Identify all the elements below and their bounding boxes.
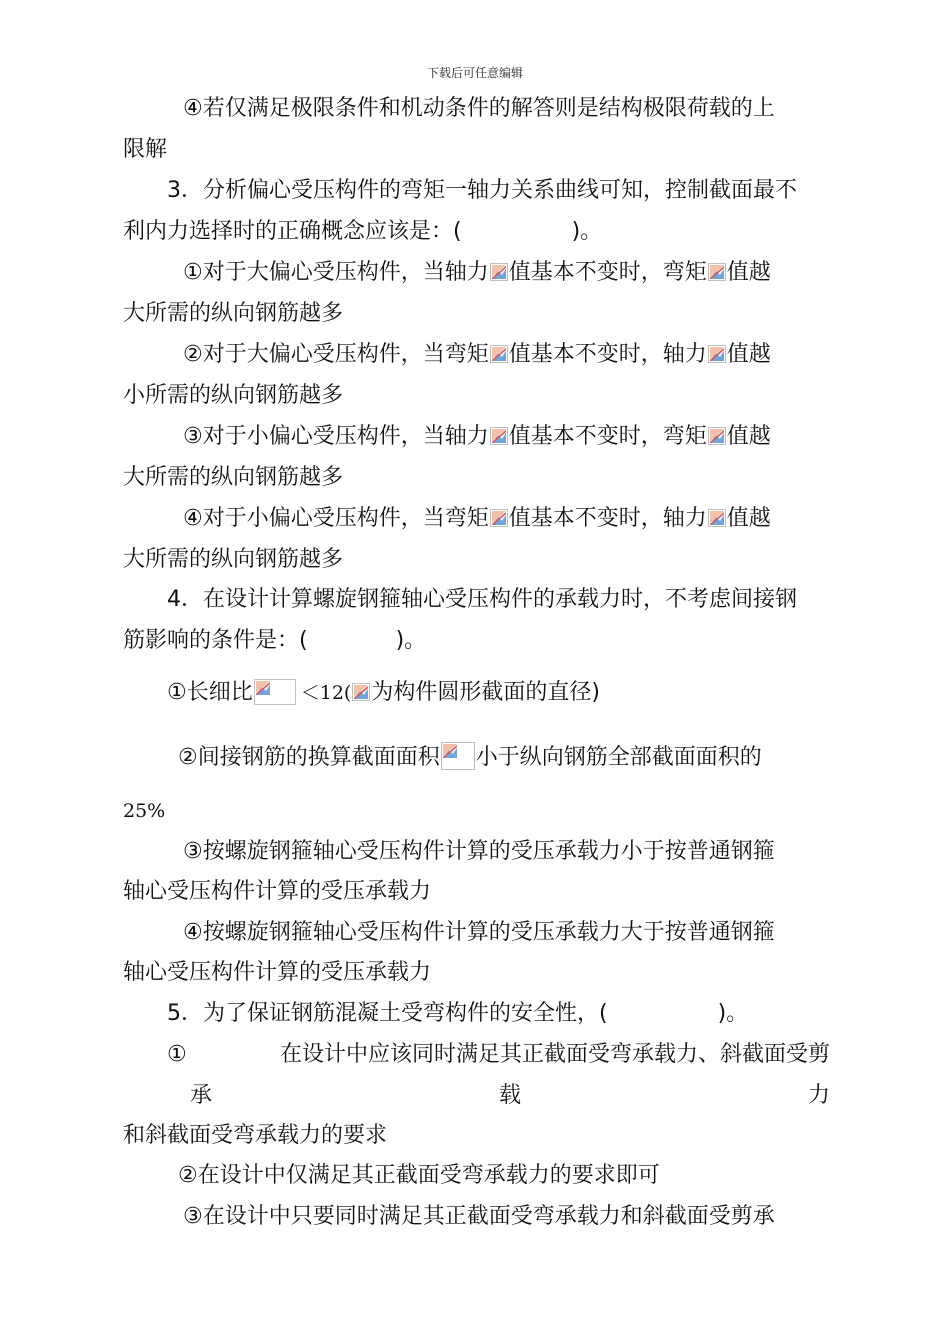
text-segment: ①对于大偏心受压构件，当轴力 <box>183 260 489 285</box>
text-line: 4．在设计计算螺旋钢箍轴心受压构件的承载力时，不考虑间接钢 <box>167 587 797 612</box>
justified-line <box>190 1081 830 1111</box>
broken-image-icon <box>490 345 508 363</box>
text-segment: 在设计中应该同时满足其正截面受弯承载力、斜截面受剪 <box>279 1042 830 1067</box>
text-line: 大所需的纵向钢筋越多 <box>123 465 344 490</box>
broken-image-icon <box>708 427 726 445</box>
text-segment: 值基本不变时，弯矩 <box>508 424 707 449</box>
broken-image-icon <box>441 742 475 770</box>
option-line <box>183 504 771 534</box>
text-segment: 承 <box>190 1083 213 1108</box>
text-segment: ① <box>167 1042 187 1067</box>
text-segment: ②对于大偏心受压构件，当弯矩 <box>183 342 489 367</box>
text-segment: ②间接钢筋的换算截面面积 <box>178 745 440 770</box>
broken-image-icon <box>708 345 726 363</box>
text-segment: 小于纵向钢筋全部截面面积的 <box>475 745 762 770</box>
text-line: ②在设计中仅满足其正截面受弯承载力的要求即可 <box>178 1163 660 1188</box>
text-segment: 值基本不变时，轴力 <box>508 342 707 367</box>
text-line: ③按螺旋钢箍轴心受压构件计算的受压承载力小于按普通钢箍 <box>183 839 775 864</box>
text-line: 利内力选择时的正确概念应该是：( )。 <box>123 219 603 244</box>
text-line: ④若仅满足极限条件和机动条件的解答则是结构极限荷载的上 <box>183 96 775 121</box>
broken-image-icon <box>708 263 726 281</box>
option-line <box>183 340 771 370</box>
text-line: 轴心受压构件计算的受压承载力 <box>123 960 432 985</box>
text-line: 轴心受压构件计算的受压承载力 <box>123 879 432 904</box>
text-line: 3．分析偏心受压构件的弯矩一轴力关系曲线可知，控制截面最不 <box>167 178 797 203</box>
page-header: 下载后可任意编辑 <box>426 66 523 80</box>
option-line <box>167 678 600 708</box>
text-line: 筋影响的条件是：( )。 <box>123 628 427 653</box>
broken-image-icon <box>490 509 508 527</box>
text-segment: 值越 <box>726 342 771 367</box>
broken-image-icon <box>490 427 508 445</box>
text-line: 5．为了保证钢筋混凝土受弯构件的安全性，( )。 <box>167 1001 749 1026</box>
option-line <box>183 422 771 452</box>
broken-image-icon <box>708 509 726 527</box>
text-line: 限解 <box>123 137 168 162</box>
text-segment: ①长细比 <box>167 680 253 705</box>
text-line: 大所需的纵向钢筋越多 <box>123 547 344 572</box>
option-line <box>167 1040 830 1070</box>
broken-image-icon <box>254 679 296 705</box>
text-segment: ③对于小偏心受压构件，当轴力 <box>183 424 489 449</box>
option-line <box>183 258 771 288</box>
text-line: ④按螺旋钢箍轴心受压构件计算的受压承载力大于按普通钢箍 <box>183 920 775 945</box>
text-segment: 载 <box>498 1083 521 1108</box>
text-line: 25% <box>123 800 166 822</box>
text-segment: ＜12( <box>300 682 352 704</box>
text-line: 大所需的纵向钢筋越多 <box>123 301 344 326</box>
text-segment: 值越 <box>726 506 771 531</box>
text-segment: 值越 <box>726 260 771 285</box>
text-segment: ④对于小偏心受压构件，当弯矩 <box>183 506 489 531</box>
text-line: ③在设计中只要同时满足其正截面受弯承载力和斜截面受剪承 <box>183 1204 775 1229</box>
broken-image-icon <box>352 683 370 701</box>
broken-image-icon <box>490 263 508 281</box>
text-line: 小所需的纵向钢筋越多 <box>123 383 344 408</box>
text-line: 和斜截面受弯承载力的要求 <box>123 1123 388 1148</box>
text-segment: 值越 <box>726 424 771 449</box>
text-segment: 为构件圆形截面的直径) <box>371 680 600 705</box>
text-segment: 力 <box>807 1083 830 1108</box>
text-segment: 值基本不变时，弯矩 <box>508 260 707 285</box>
text-segment: 值基本不变时，轴力 <box>508 506 707 531</box>
option-line <box>178 742 762 773</box>
